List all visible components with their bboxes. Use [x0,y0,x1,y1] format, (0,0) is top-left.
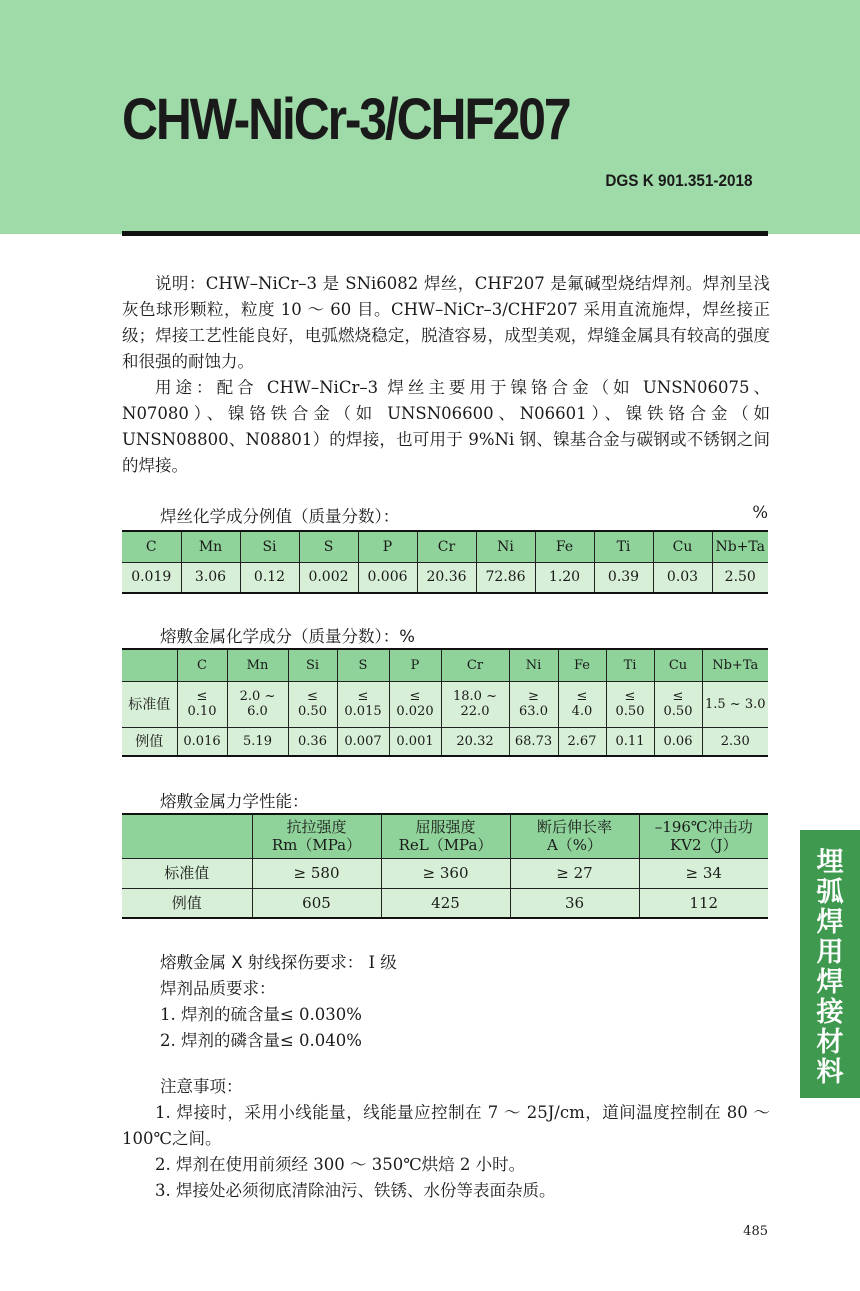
element-header-cell: S [337,649,389,681]
deposit-chemistry-header-row [122,649,768,681]
standard-value-cell: ≥ 63.0 [509,681,558,727]
deposit-chemistry-example-row [122,727,768,756]
mechanical-table [122,813,768,919]
row-label-cell: 例值 [122,888,252,918]
element-header-cell: Nb+Ta [702,649,768,681]
element-header-cell: Ni [509,649,558,681]
standard-value-cell: ≥ 580 [252,858,381,888]
property-name: –196℃冲击功 [654,818,753,837]
description-text: CHW–NiCr–3 是 SNi6082 焊丝，CHF207 是氟碱型烧结焊剂。焊剂呈浅灰色球形颗粒，粒度 10 ～ 60 目。CHW–NiCr–3/CHF207 采用直流施焊，焊丝接正级；焊接工艺性能良好，电弧燃烧稳定，脱渣容易，成型美观，焊缝金属具有较高的强度和很强的耐蚀力。 [122,274,770,371]
example-value-cell: 112 [639,888,768,918]
row-label-cell: 例值 [122,727,177,756]
element-header-cell: Cu [653,531,712,562]
property-header-cell [381,814,510,858]
element-header-cell: C [177,649,227,681]
wire-chemistry-caption: 焊丝化学成分例值（质量分数）： [160,507,400,526]
standard-value-cell: ≤ 0.50 [606,681,654,727]
standard-value-cell: ≤ 4.0 [558,681,606,727]
element-header-cell: Cr [441,649,509,681]
flux-quality-item: 1. 焊剂的硫含量≤ 0.030% [160,1005,362,1024]
property-header-cell [252,814,381,858]
usage-text: 配合 CHW–NiCr–3 焊丝主要用于镍铬合金（如 UNSN06075、N07080）、镍铬铁合金（如 UNSN06600、N06601）、镍铁铬合金（如 UNSN08800、N08801）的焊接，也可用于 9%Ni 钢、镍基合金与碳钢或不锈钢之间的焊接。 [122,378,770,475]
element-header-cell: C [122,531,181,562]
example-value-cell: 0.001 [389,727,441,756]
property-unit: KV2（J） [669,836,738,855]
standard-value-cell: ≤ 0.50 [288,681,337,727]
page-title: CHW-NiCr-3/CHF207 [122,87,570,152]
property-unit: Rm（MPa） [271,836,362,855]
standard-value-cell: 2.0 ~ 6.0 [227,681,288,727]
property-name: 抗拉强度 [286,818,347,837]
wire-chemistry-table [122,530,768,594]
element-header-cell: Si [240,531,299,562]
property-unit: A（%） [546,836,603,855]
element-header-cell: Mn [227,649,288,681]
notes-item: 1. 焊接时，采用小线能量，线能量应控制在 7 ～ 25J/cm，道间温度控制在 80 ～ 100℃之间。 [122,1103,770,1148]
element-header-cell: P [389,649,441,681]
element-value-cell: 0.002 [299,562,358,593]
wire-chemistry-value-row [122,562,768,593]
property-unit: ReL（MPa） [398,836,493,855]
property-name: 断后伸长率 [536,818,612,837]
property-header-cell [639,814,768,858]
element-value-cell: 0.006 [358,562,417,593]
element-value-cell: 2.50 [712,562,768,593]
standard-value-cell: ≤ 0.015 [337,681,389,727]
wire-chemistry-unit: % [752,503,768,522]
element-header-cell: Ti [594,531,653,562]
element-value-cell: 72.86 [476,562,535,593]
header-rule [122,231,768,236]
standard-value-cell: ≥ 34 [639,858,768,888]
property-header-cell [510,814,639,858]
description-section [122,271,770,479]
element-header-cell: Ti [606,649,654,681]
element-header-cell: Cr [417,531,476,562]
notes-item: 2. 焊剂在使用前须经 300 ～ 350℃烘焙 2 小时。 [155,1155,526,1174]
mechanical-standard-row [122,858,768,888]
element-value-cell: 20.36 [417,562,476,593]
flux-quality-item: 2. 焊剂的磷含量≤ 0.040% [160,1031,362,1050]
mechanical-caption: 熔敷金属力学性能： [160,792,309,811]
example-value-cell: 425 [381,888,510,918]
mechanical-header-row [122,814,768,858]
property-name: 屈服强度 [415,818,476,837]
element-header-cell: Mn [181,531,240,562]
side-tab-char: 埋 [816,847,844,878]
element-header-cell: Ni [476,531,535,562]
standard-code: DGS K 901.351-2018 [604,171,752,190]
side-tab-char: 材 [816,1027,844,1058]
notes-item: 3. 焊接处必须彻底清除油污、铁锈、水份等表面杂质。 [155,1181,556,1200]
usage-label: 用途： [155,378,217,397]
notes-label: 注意事项： [160,1077,243,1096]
row-label-cell: 标准值 [122,858,252,888]
element-value-cell: 0.03 [653,562,712,593]
example-value-cell: 0.11 [606,727,654,756]
element-header-cell [122,649,177,681]
requirements-section [160,950,770,1054]
example-value-cell: 605 [252,888,381,918]
side-tab-char: 用 [816,937,844,968]
example-value-cell: 20.32 [441,727,509,756]
side-tab-char: 弧 [816,877,844,908]
notes-section [122,1074,770,1204]
header-band [0,0,860,234]
element-header-cell: Si [288,649,337,681]
standard-value-cell: ≤ 0.020 [389,681,441,727]
deposit-chemistry-standard-row [122,681,768,727]
element-value-cell: 0.019 [122,562,181,593]
mechanical-example-row [122,888,768,918]
description-label: 说明： [155,274,206,293]
example-value-cell: 2.30 [702,727,768,756]
standard-value-cell: ≤ 0.50 [654,681,702,727]
element-header-cell: P [358,531,417,562]
element-value-cell: 3.06 [181,562,240,593]
example-value-cell: 0.016 [177,727,227,756]
example-value-cell: 68.73 [509,727,558,756]
standard-value-cell: 18.0 ~ 22.0 [441,681,509,727]
example-value-cell: 5.19 [227,727,288,756]
flux-quality-label: 焊剂品质要求： [160,979,276,998]
deposit-chemistry-table [122,648,768,757]
side-tab-char: 焊 [816,907,844,938]
element-header-cell: Cu [654,649,702,681]
side-category-tab [800,830,860,1098]
side-tab-char: 料 [816,1057,844,1088]
page-number: 485 [743,1224,768,1239]
row-label-cell: 标准值 [122,681,177,727]
example-value-cell: 2.67 [558,727,606,756]
example-value-cell: 36 [510,888,639,918]
element-value-cell: 0.39 [594,562,653,593]
xray-label: 熔敷金属 X 射线探伤要求： [160,953,364,972]
element-header-cell: Fe [558,649,606,681]
example-value-cell: 0.36 [288,727,337,756]
standard-value-cell: ≥ 360 [381,858,510,888]
element-value-cell: 0.12 [240,562,299,593]
wire-chemistry-header-row [122,531,768,562]
element-header-cell: Fe [535,531,594,562]
standard-value-cell: 1.5 ~ 3.0 [702,681,768,727]
element-header-cell: Nb+Ta [712,531,768,562]
element-value-cell: 1.20 [535,562,594,593]
side-tab-char: 焊 [816,967,844,998]
standard-value-cell: ≤ 0.10 [177,681,227,727]
example-value-cell: 0.06 [654,727,702,756]
xray-value: I 级 [363,953,397,972]
element-header-cell: S [299,531,358,562]
property-header-cell [122,814,252,858]
standard-value-cell: ≥ 27 [510,858,639,888]
side-tab-char: 接 [816,997,844,1028]
example-value-cell: 0.007 [337,727,389,756]
deposit-chemistry-caption: 熔敷金属化学成分（质量分数）：% [160,627,415,646]
